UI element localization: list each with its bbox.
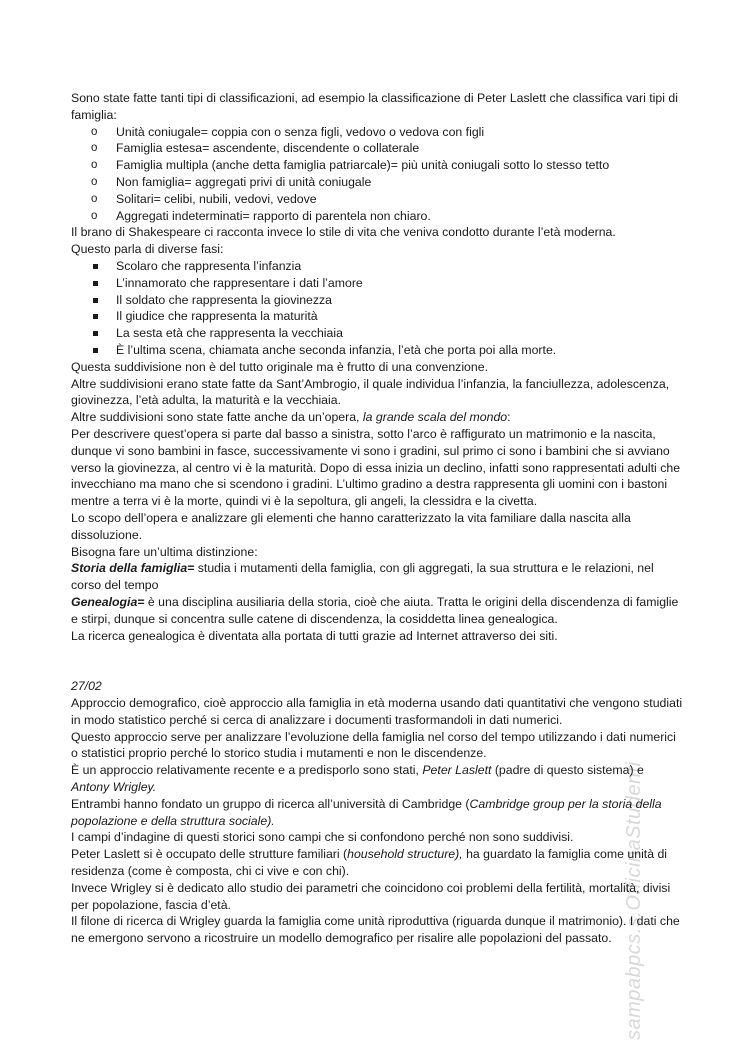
group-name: Cambridge group per la storia della popolazione e della struttura sociale). [71, 796, 662, 828]
paragraph: La ricerca genealogica è diventata alla portata di tutti grazie ad Internet attraverso dei siti. [71, 628, 558, 643]
list-item: L’innamorato che rappresentare i dati l’amore [71, 275, 683, 292]
list-item: o Famiglia estesa= ascendente, discendente o collaterale [71, 140, 683, 157]
list-item: Il soldato che rappresenta la giovinezza [71, 292, 683, 309]
list-item: Il giudice che rappresenta la maturità [71, 308, 683, 325]
english-term: household structure), [347, 847, 463, 862]
list-item: La sesta età che rappresenta la vecchiaia [71, 325, 683, 342]
text-run: : [507, 410, 511, 425]
paragraph: Il brano di Shakespeare ci racconta invece lo stile di vita che veniva condotto durante l’età moderna. [71, 225, 616, 240]
text-run: È un approccio relativamente recente e a predisporlo sono stati, [71, 763, 423, 778]
text-run: Peter Laslett si è occupato delle strutture familiari ( [71, 847, 348, 862]
paragraph: Questa suddivisione non è del tutto originale ma è frutto di una convenzione. [71, 359, 488, 374]
paragraph [71, 560, 683, 594]
list-item: È l’ultima scena, chiamata anche seconda infanzia, l’età che porta poi alla morte. [71, 342, 683, 359]
watermark: sampabpcs.s.OfficinaStudenti [623, 761, 645, 1040]
person-name: Peter Laslett [422, 763, 492, 778]
document-body [71, 90, 683, 947]
list-item: o Solitari= celibi, nubili, vedovi, vedove [71, 191, 683, 208]
paragraph: Questo approccio serve per analizzare l’evoluzione della famiglia nel corso del tempo utilizzando i dati numerici o statistici proprio perché lo storico studia i mutamenti e non le discendenze. [71, 729, 676, 761]
list-item: o Unità coniugale= coppia con o senza figli, vedovo o vedova con figli [71, 124, 683, 141]
list-item: Scolaro che rappresenta l’infanzia [71, 258, 683, 275]
paragraph: I campi d’indagine di questi storici sono campi che si confondono perché non sono suddivisi. [71, 830, 574, 845]
paragraph [71, 846, 683, 880]
text-run: ha guardato la famiglia come unità di residenza (come è composta, chi ci vive e con chi). [71, 847, 668, 879]
text-run: Altre suddivisioni sono state fatte anche da un’opera, [71, 410, 363, 425]
paragraph: Invece Wrigley si è dedicato allo studio dei parametri che coincidono coi problemi della fertilità, mortalità, divisi per popolazione, fascia d’età. [71, 880, 671, 912]
list-item: o Famiglia multipla (anche detta famiglia patriarcale)= più unità coniugali sotto lo stesso tetto [71, 157, 683, 174]
term-genealogia: Genealogia= [71, 594, 145, 609]
paragraph: Altre suddivisioni erano state fatte da Sant’Ambrogio, il quale individua l’infanzia, la fanciullezza, adolescenza, giovinezza, l’età adulta, la maturità e la vecchiaia. [71, 376, 670, 408]
paragraph [71, 762, 683, 796]
person-name: Antony Wrigley. [71, 780, 157, 795]
paragraph: Lo scopo dell’opera e analizzare gli elementi che hanno caratterizzato la vita familiare dalla nascita alla dissoluzione. [71, 510, 631, 542]
paragraph [71, 409, 683, 426]
paragraph: Approccio demografico, cioè approccio alla famiglia in età moderna usando dati quantitativi che vengono studiati in modo statistico perché si cerca di analizzare i documenti trasformandoli in dati numerici. [71, 696, 683, 727]
section-gap [71, 644, 683, 678]
section-date [71, 678, 683, 695]
artwork-title: la grande scala del mondo [362, 410, 508, 425]
family-types-list [71, 124, 683, 225]
paragraph: Per descrivere quest’opera si parte dal basso a sinistra, sotto l’arco è raffigurato un matrimonio e la nascita, dunque vi sono bambini in fasce, successivamente vi sono i gradini, sul primo ci sono i bambini che si avviano verso la giovinezza, al centro vi è la maturità. Dopo di essa inizia un declino, infatti sono rappresentati adulti che invecchiano ma mano che si scendono i gradini. L’ultimo gradino a destra rappresenta gli uomini con i bastoni mentre a terra vi è la morte, quindi vi è la sepoltura, gli angeli, la clessidra e la civetta. [71, 426, 681, 509]
paragraph [71, 796, 683, 830]
paragraph: Bisogna fare un’ultima distinzione: [71, 544, 258, 559]
life-phases-list [71, 258, 683, 359]
paragraph: Questo parla di diverse fasi: [71, 242, 224, 257]
paragraph: Il filone di ricerca di Wrigley guarda la famiglia come unità riproduttiva (riguarda dunque il matrimonio). I dati che ne emergono servono a ricostruire un modello demografico per risalire alle popolazioni del passato. [71, 914, 680, 946]
term-storia-famiglia: Storia della famiglia= [71, 561, 195, 576]
list-item: o Aggregati indeterminati= rapporto di parentela non chiaro. [71, 208, 683, 225]
text-run: Entrambi hanno fondato un gruppo di ricerca all’università di Cambridge ( [71, 796, 470, 811]
text-run: (padre di questo sistema) e [491, 763, 644, 778]
paragraph: Sono state fatte tanti tipi di classificazioni, ad esempio la classificazione di Peter Laslett che classifica vari tipi di famiglia: [71, 91, 678, 122]
date-text: 27/02 [71, 679, 102, 694]
text-run: studia i mutamenti della famiglia, con gli aggregati, la sua struttura e le relazioni, nel corso del tempo [71, 561, 654, 593]
list-item: o Non famiglia= aggregati privi di unità coniugale [71, 174, 683, 191]
text-run: è una disciplina ausiliaria della storia, cioè che aiuta. Tratta le origini della discendenza di famiglie e stirpi, dunque si concentra sulle catene di discendenza, la cosiddetta linea genealogica. [71, 594, 679, 626]
paragraph [71, 594, 683, 628]
